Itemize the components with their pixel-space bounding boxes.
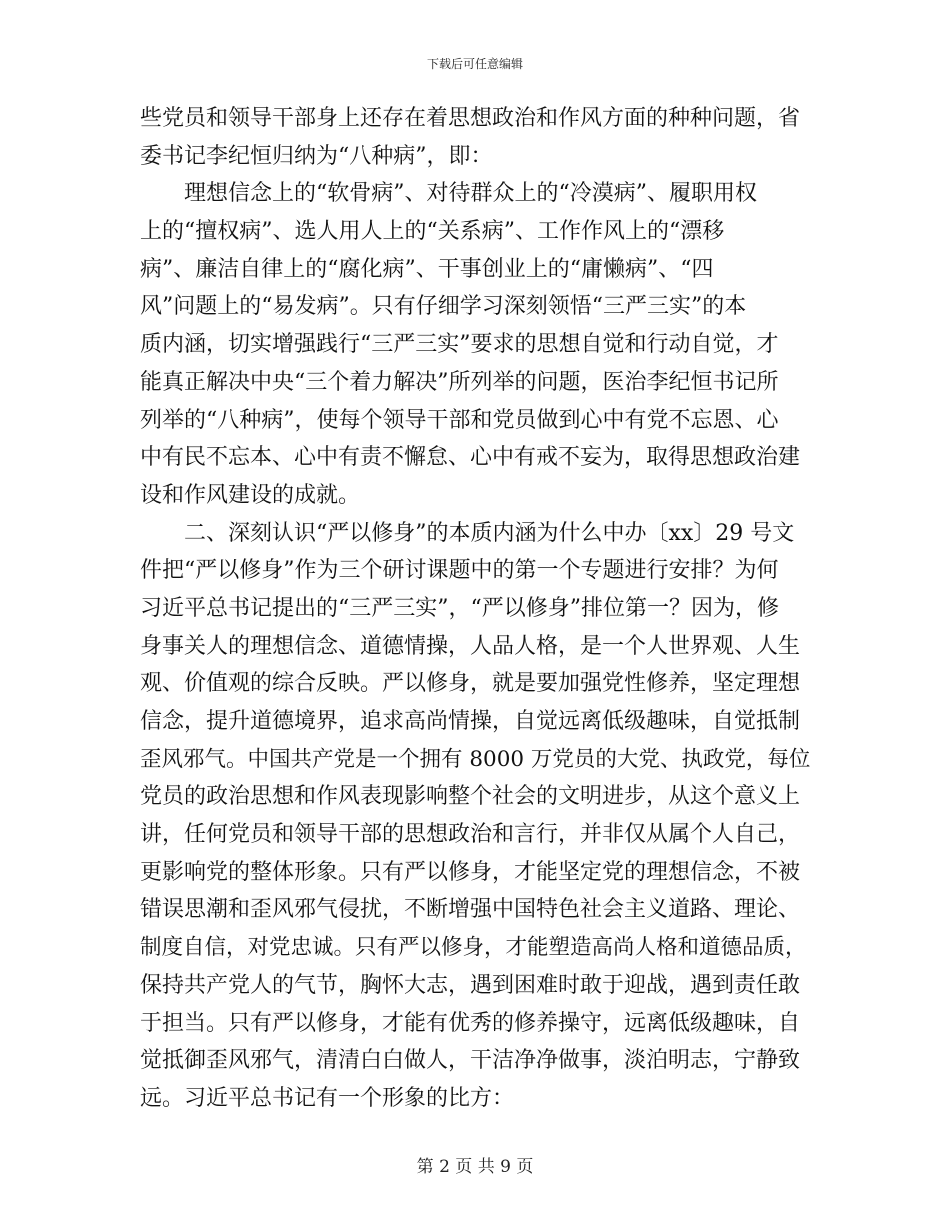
text-line: 列举的“八种病”，使每个领导干部和党员做到心中有党不忘恩、心 [140, 407, 779, 433]
text-line: 病”、廉洁自律上的“腐化病”、干事创业上的“庸懒病”、“四 [140, 256, 714, 282]
text-line: 远。习近平总书记有一个形象的比方： [140, 1085, 515, 1111]
text-line: 讲，任何党员和领导干部的思想政治和言行，并非仅从属个人自己， [140, 822, 801, 848]
text-line: 于担当。只有严以修身，才能有优秀的修养操守，远离低级趣味，自 [140, 1010, 801, 1036]
page-number: 第 2 页 共 9 页 [416, 1157, 534, 1177]
text-line: 党员的政治思想和作风表现影响整个社会的文明进步，从这个意义上 [140, 784, 801, 810]
text-line: 能真正解决中央“三个着力解决”所列举的问题，医治李纪恒书记所 [140, 369, 779, 395]
text-line: 上的“擅权病”、选人用人上的“关系病”、工作作风上的“漂移 [140, 219, 725, 245]
text-line: 件把“严以修身”作为三个研讨课题中的第一个专题进行安排？为何 [140, 558, 779, 584]
text-line: 中有民不忘本、心中有责不懈怠、心中有戒不妄为，取得思想政治建 [140, 445, 801, 471]
text-line: 委书记李纪恒归纳为“八种病”，即： [140, 143, 493, 169]
text-line: 设和作风建设的成就。 [140, 482, 361, 508]
document-body [140, 100, 812, 1118]
text-line: 错误思潮和歪风邪气侵扰，不断增强中国特色社会主义道路、理论、 [140, 897, 801, 923]
text-line: 质内涵，切实增强践行“三严三实”要求的思想自觉和行动自觉，才 [140, 332, 779, 358]
text-line: 制度自信，对党忠诚。只有严以修身，才能塑造高尚人格和道德品质， [140, 935, 807, 961]
text-line: 习近平总书记提出的“三严三实”，“严以修身”排位第一？因为，修 [140, 595, 779, 621]
text-line: 保持共产党人的气节，胸怀大志，遇到困难时敢于迎战，遇到责任敢 [140, 972, 801, 998]
text-line: 更影响党的整体形象。只有严以修身，才能坚定党的理想信念，不被 [140, 859, 801, 885]
text-line: 信念，提升道德境界，追求高尚情操，自觉远离低级趣味，自觉抵制 [140, 709, 801, 734]
text-line: 些党员和领导干部身上还存在着思想政治和作风方面的种种问题，省 [140, 106, 801, 131]
text-line: 观、价值观的综合反映。严以修身，就是要加强党性修养，坚定理想 [140, 671, 801, 697]
page-header-note: 下载后可任意编辑 [426, 57, 523, 71]
text-line: 身事关人的理想信念、道德情操，人品人格，是一个人世界观、人生 [140, 633, 801, 659]
text-line: 风”问题上的“易发病”。只有仔细学习深刻领悟“三严三实”的本 [140, 294, 747, 320]
text-line: 觉抵御歪风邪气，清清白白做人，干洁净净做事，淡泊明志，宁静致 [140, 1048, 801, 1074]
text-line: 理想信念上的“软骨病”、对待群众上的“冷漠病”、履职用权 [140, 181, 757, 207]
text-line: 二、深刻认识“严以修身”的本质内涵为什么中办〔xx〕29 号文 [140, 520, 795, 546]
text-line: 歪风邪气。中国共产党是一个拥有 8000 万党员的大党、执政党，每位 [140, 746, 811, 772]
